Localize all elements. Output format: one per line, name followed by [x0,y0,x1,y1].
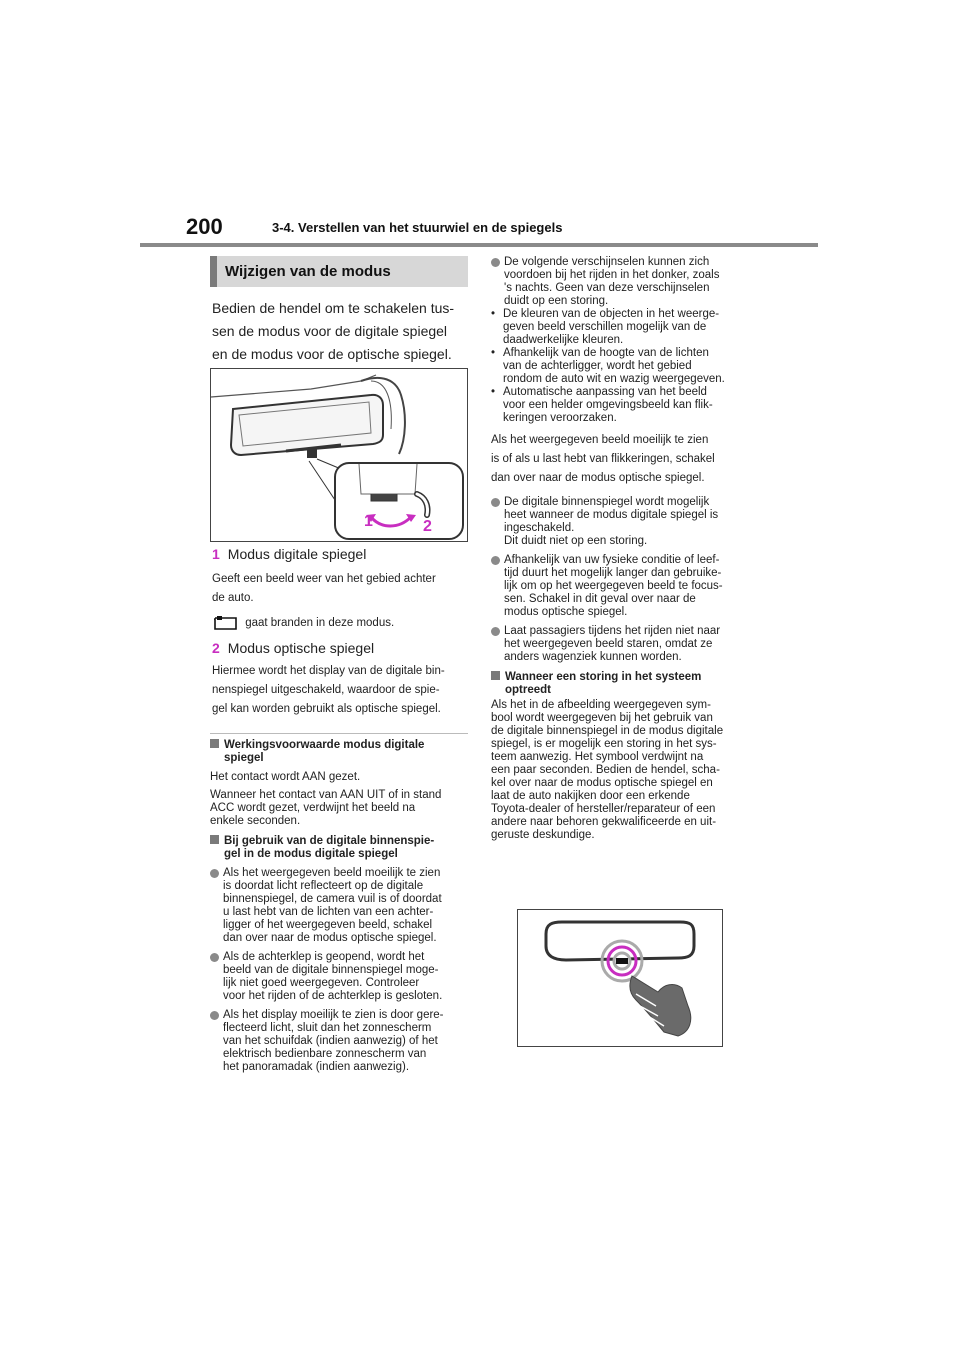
item-1-number: 1 [212,546,220,562]
note-heading-malfunction: Wanneer een storing in het systeem optreedt [491,671,761,697]
note-paragraph: Als het weergegeven beeld moeilijk te zien is of als u last hebt van flikkeringen, schakel dan over naar de modus optische spiegel. [491,434,715,484]
desc-line: Hiermee wordt het display van de digitale bin- [212,665,445,677]
desc-line: gel kan worden gebruikt als optische spiegel. [212,703,441,715]
item-2-heading [212,640,374,656]
dash-item: • Afhankelijk van de hoogte van de lichten van de achterligger, wordt het gebied rondom de auto wit en wazig weergegeven. [491,347,725,385]
note-bullet: Afhankelijk van uw fysieke conditie of leef- tijd duurt het mogelijk langer dan gebruike- lijk om op het weergegeven beeld te focus- sen. Schakel in dit geval over naar de modus optische spiegel. [491,554,761,619]
item-2-description [212,662,474,719]
mirror-touch-indicator-illustration [518,910,722,1046]
digital-mirror-indicator-icon [212,615,238,631]
item-1-label: Modus digitale spiegel [227,546,367,562]
mirror-lever-illustration [211,369,467,541]
note-heading-digital-mode: Bij gebruik van de digitale binnenspie- gel in de modus digitale spiegel [210,835,472,861]
square-bullet-icon [491,671,500,680]
round-bullet-icon [491,556,500,565]
intro-line: sen de modus voor de digitale spiegel [212,323,448,339]
note-bullet: Als het weergegeven beeld moeilijk te zien is doordat licht reflecteert op de digitale binnenspiegel, de camera vuil is of doordat u last hebt van de lichten van een achter- ligger of het weergegeven beeld, schakel dan over naar de modus optische spiegel. [210,867,472,945]
note-bullet: De volgende verschijnselen kunnen zich voordoen bij het rijden in het donker, zoals 's nachts. Geen van deze verschijnselen duidt op een storing. [491,256,761,308]
header-rule [140,243,818,247]
round-bullet-icon [210,1011,219,1020]
desc-line: nenspiegel uitgeschakeld, waardoor de spie- [212,684,440,696]
intro-line: Bedien de hendel om te schakelen tus- [212,300,455,316]
indicator-text: gaat branden in deze modus. [245,617,395,630]
right-notes [491,256,761,842]
note-bullet: Als de achterklep is geopend, wordt het beeld van de digitale binnenspiegel moge- lijk niet goed weergegeven. Controleer voor het rijden of de achterklep is gesloten. [210,951,472,1003]
square-bullet-icon [210,739,219,748]
notes-divider [210,733,468,734]
note-heading-operating-condition: Werkingsvoorwaarde modus digitale spiegel [210,739,472,765]
item-1-description [212,570,472,608]
desc-line: de auto. [212,592,254,604]
callout-2: 2 [423,518,432,535]
note-bullet: Laat passagiers tijdens het rijden niet naar het weergegeven beeld staren, omdat ze anders wagenziek kunnen worden. [491,625,761,664]
section-title: Wijzigen van de modus [210,256,468,287]
dash-item: • Automatische aanpassing van het beeld voor een helder omgevingsbeeld kan flik- keringen veroorzaken. [491,386,713,424]
item-1-heading [212,546,366,562]
square-bullet-icon [210,835,219,844]
left-notes [210,739,472,1074]
desc-line: Geeft een beeld weer van het gebied achter [212,573,436,585]
intro-line: en de modus voor de optische spiegel. [212,346,452,362]
dash-item: • De kleuren van de objecten in het weerge- geven beeld verschillen mogelijk van de daadwerkelijke kleuren. [491,308,720,346]
round-bullet-icon [491,627,500,636]
round-bullet-icon [491,258,500,267]
note-paragraph: Als het in de afbeelding weergegeven sym- bool wordt weergegeven bij het gebruik van de digitale binnenspiegel in de modus digitale spiegel, is er mogelijk een storing in het sys- teem aanwezig. Het symbool verdwijnt na een paar seconden. Bedien de hendel, scha- kel over naar de modus optische spiegel en laat de auto nakijken door een erkende Toyota-dealer of hersteller/reparateur of een andere naar behoren gekwalificeerde en uit- geruste deskundige. [491,699,724,841]
note-paragraph: Het contact wordt AAN gezet. [210,771,361,783]
mirror-lever-figure [210,368,468,542]
section-intro [212,297,470,366]
item-1-indicator-row [212,615,472,632]
round-bullet-icon [210,869,219,878]
item-2-number: 2 [212,640,220,656]
note-paragraph: Wanneer het contact van AAN UIT of in stand ACC wordt gezet, verdwijnt het beeld na enkele seconden. [210,789,442,827]
round-bullet-icon [210,953,219,962]
item-2-label: Modus optische spiegel [227,640,375,656]
mirror-touch-figure [517,909,723,1047]
note-bullet: De digitale binnenspiegel wordt mogelijk heet wanneer de modus digitale spiegel is ingeschakeld. Dit duidt niet op een storing. [491,496,761,548]
chapter-title: 3-4. Verstellen van het stuurwiel en de spiegels [272,220,563,235]
page-number: 200 [186,214,223,239]
callout-1: 1 [364,513,373,530]
note-bullet: Als het display moeilijk te zien is door gere- flecteerd licht, sluit dan het zonnescherm van het schuifdak (indien aanwezig) of het elektrisch bedienbare zonnescherm van het panoramadak (indien aanwezig). [210,1009,472,1074]
round-bullet-icon [491,498,500,507]
